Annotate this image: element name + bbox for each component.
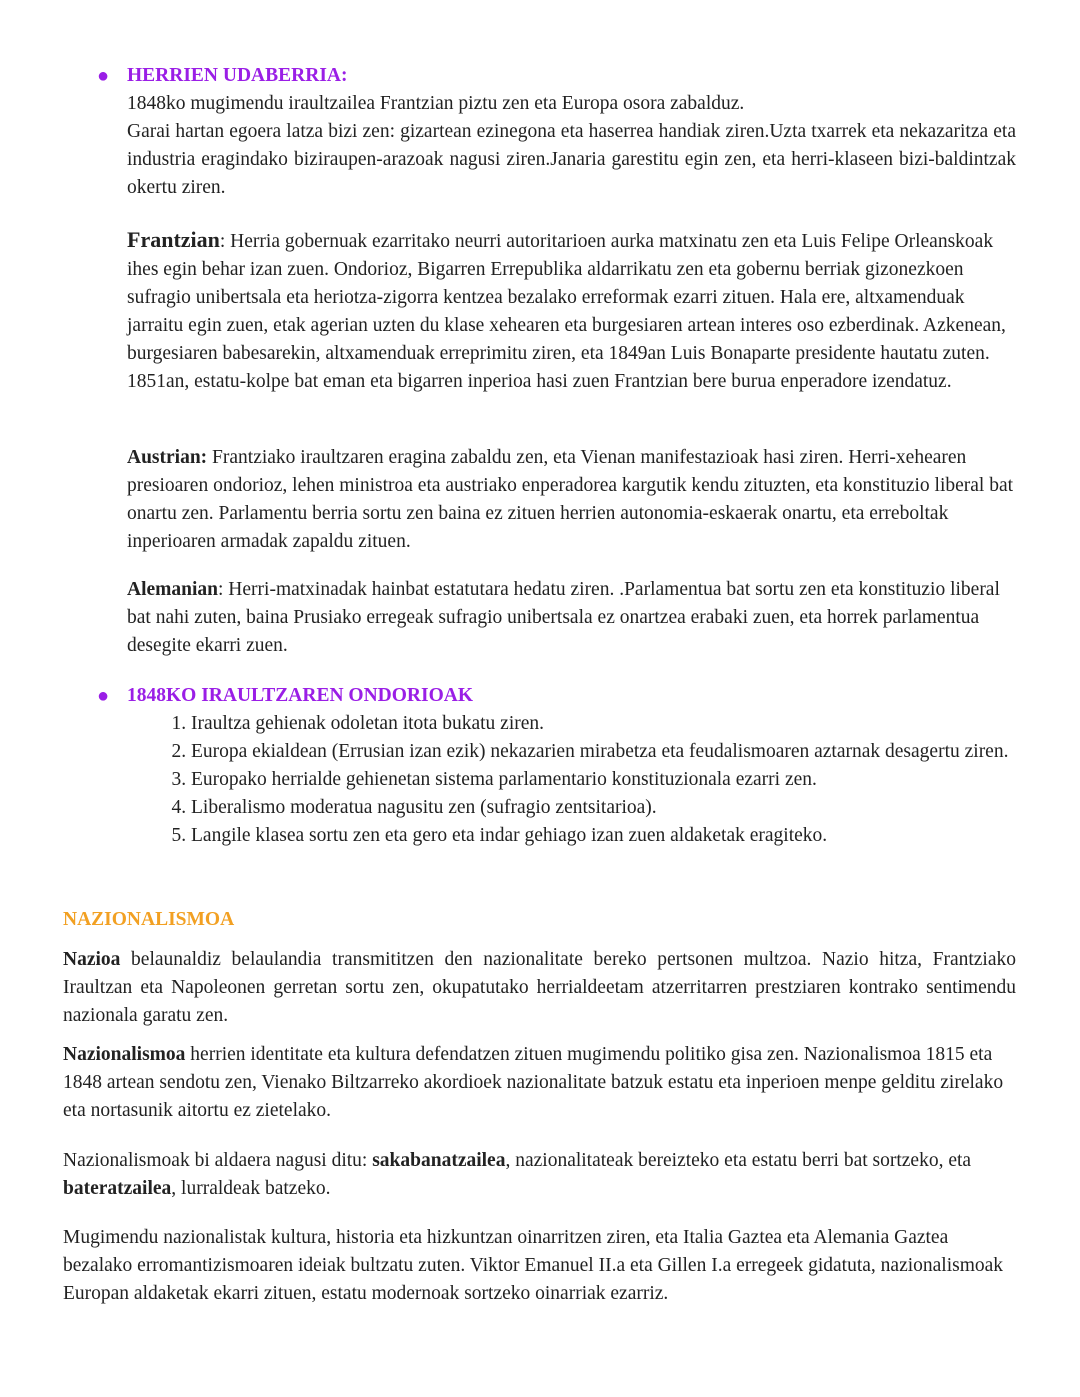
- austria-paragraph: [127, 444, 1016, 556]
- variants-text-c: , lurraldeak batzeko.: [171, 1178, 331, 1199]
- nationalism-text: herrien identitate eta kultura defendatzen zituen mugimendu politiko gisa zen. Nazionalismoa 1815 eta 1848 artean sendotu zen, Vienako Biltzarreko akordioek nazionalitate batzuk estatu eta inperioen menpe gelditu zirelako eta nortasunik aitortu ez zietelako.: [63, 1044, 1004, 1121]
- consequences-list: [127, 710, 1016, 850]
- variants-paragraph: [63, 1147, 1016, 1203]
- nationalism-heading: NAZIONALISMOA: [63, 909, 235, 930]
- variant-unifying-term: bateratzailea: [63, 1178, 172, 1199]
- spring-section: [97, 62, 1016, 202]
- nationalism-term: Nazionalismoa: [63, 1044, 186, 1065]
- variant-divisive-term: sakabanatzailea: [372, 1150, 506, 1171]
- list-item: 2. Europa ekialdean (Errusian izan ezik) nekazarien mirabetza eta feudalismoaren aztarnak desagertu ziren.: [191, 738, 1016, 766]
- france-text: : Herria gobernuak ezarritako neurri autoritarioen aurka matxinatu zen eta Luis Felipe Orleanskoak ihes egin behar izan zuen. Ondorioz, Bigarren Errepublika aldarrikatu zen eta gobernu berriak gizonezkoen sufragio unibertsala eta heriotza-zigorra kentzea bezalako erreformak ezarri zituen. Hala ere, altxamenduak jarraitu egin zuen, etak agerian uzten du klase xehearen eta burgesiaren artean interes oso ezberdinak. Azkenean, burgesiaren babesarekin, altxamenduak erreprimitu ziren, eta 1849an Luis Bonaparte presidente hautatu zuten. 1851an, estatu-kolpe bat eman eta bigarren inperioa hasi zuen Frantzian bere burua enperadore izendatuz.: [127, 231, 1006, 392]
- nation-paragraph: [63, 946, 1016, 1030]
- bullet-dot-icon: ●: [97, 685, 110, 707]
- nationalism-paragraph: [63, 1041, 1016, 1125]
- spring-intro-line: 1848ko mugimendu iraultzailea Frantzian piztu zen eta Europa osora zabalduz.: [127, 93, 745, 114]
- consequences-bullet: [97, 682, 1016, 710]
- germany-text: : Herri-matxinadak hainbat estatutara hedatu ziren. .Parlamentua bat sortu zen eta konstituzio liberal bat nahi zuten, baina Prusiako erregeak sufragio unibertsala ez onartzea erabaki zuen, eta horrek parlamentua desegite ekarri zuen.: [127, 579, 1000, 656]
- variants-text-b: , nazionalitateak bereizteko eta estatu berri bat sortzeko, eta: [505, 1150, 972, 1171]
- germany-term: Alemanian: [127, 579, 219, 600]
- spring-heading: HERRIEN UDABERRIA:: [127, 65, 348, 86]
- nation-text: belaunaldiz belaulandia transmititzen den nazionalitate bereko pertsonen multzoa. Nazio hitza, Frantziako Iraultzan eta Napoleonen gerretan sortu zen, okupatutako herrialdeetam atzerritarren prestziaren kontrako sentimendu nazionala garatu zen.: [63, 949, 1016, 1026]
- germany-paragraph: [127, 576, 1016, 660]
- spring-bullet: [97, 62, 1016, 90]
- consequences-section: [97, 682, 1016, 850]
- movements-paragraph: [63, 1224, 1016, 1308]
- france-paragraph: [127, 226, 1016, 396]
- france-term: Frantzian: [127, 227, 220, 252]
- list-item: 5. Langile klasea sortu zen eta gero eta indar gehiago izan zuen aldaketak eragiteko.: [191, 822, 1016, 850]
- austria-term: Austrian:: [127, 447, 208, 468]
- austria-text: Frantziako iraultzaren eragina zabaldu zen, eta Vienan manifestazioak hasi ziren. Herri-xehearen presioaren ondorioz, lehen ministroa eta austriako enperadorea kargutik kendu zituzten, eta konstituzio liberal bat onartu zen. Parlamentu berria sortu zen baina ez zituen herrien autonomia-eskaerak onartu, eta erreboltak inperioaren armadak zapaldu zituen.: [127, 447, 1014, 552]
- list-item: 1. Iraultza gehienak odoletan itota bukatu ziren.: [191, 710, 1016, 738]
- list-item: 4. Liberalismo moderatua nagusitu zen (sufragio zentsitarioa).: [191, 794, 1016, 822]
- list-item: 3. Europako herrialde gehienetan sistema parlamentario konstituzionala ezarri zen.: [191, 766, 1016, 794]
- spring-intro-paragraph: Garai hartan egoera latza bizi zen: gizartean ezinegona eta haserrea handiak ziren.Uzta txarrek eta nekazaritza eta industria eragindako biziraupen-arazoak nagusi ziren.Janaria garestitu egin zen, eta herri-klaseen bizi-baldintzak okertu ziren.: [127, 121, 1016, 198]
- consequences-heading: 1848KO IRAULTZAREN ONDORIOAK: [127, 685, 473, 706]
- variants-text-a: Nazionalismoak bi aldaera nagusi ditu:: [63, 1150, 373, 1171]
- bullet-dot-icon: ●: [97, 65, 110, 87]
- nation-term: Nazioa: [63, 949, 121, 970]
- movements-text: Mugimendu nazionalistak kultura, historia eta hizkuntzan oinarritzen ziren, eta Italia Gaztea eta Alemania Gaztea bezalako erromantizismoaren ideiak bultzatu zuten. Viktor Emanuel II.a eta Gillen I.a erregeek gidatuta, nazionalismoak Europan aldaketak ekarri zituen, estatu modernoak sortzeko oinarriak ezarriz.: [63, 1227, 1004, 1304]
